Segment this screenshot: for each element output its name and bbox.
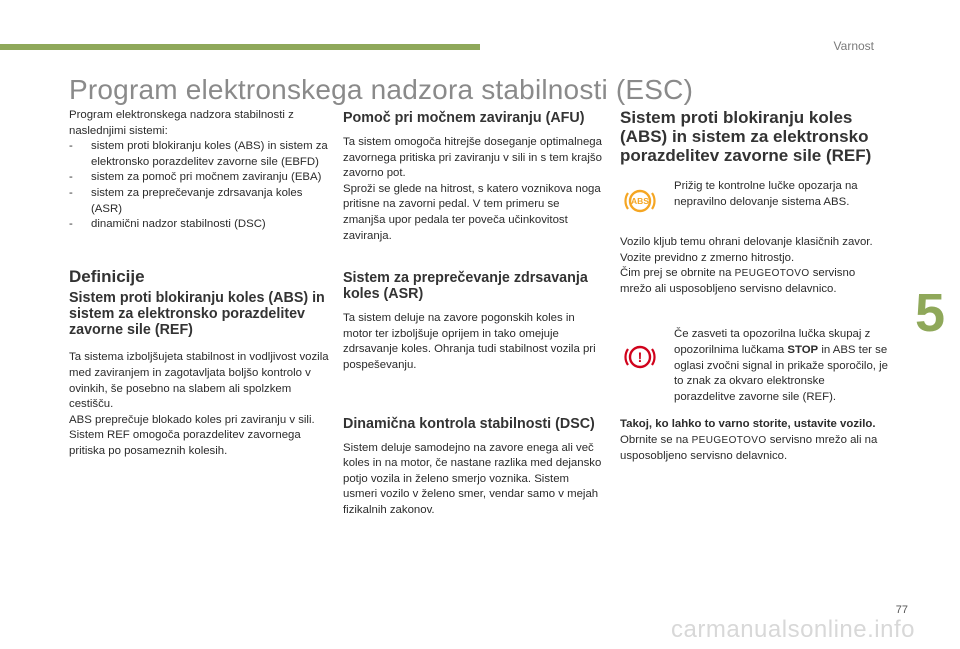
abs-warning-block: [620, 179, 888, 221]
alert-lamp-label: !: [637, 349, 643, 366]
abs-lamp-label: ABS: [631, 196, 649, 207]
brake-alert-lamp-icon: [620, 337, 660, 377]
afu-heading: Pomoč pri močnem zaviranju (AFU): [343, 110, 585, 126]
afu-paragraph: Ta sistem omogoča hitrejše doseganje optimalnega zavornega pritiska pri zaviranju v sili in s tem krajšo zavorno pot.: [343, 136, 602, 180]
alert-text: Če zasveti ta opozorilna lučka skupaj z opozorilnima lučkama: [674, 328, 871, 356]
intro-text: Program elektronskega nadzora stabilnosti z naslednjimi sistemi:: [69, 109, 294, 137]
chapter-number: 5: [914, 283, 946, 343]
list-item: - sistem proti blokiranju koles (ABS) in sistem za elektronsko porazdelitev zavorne sile (EBFD): [69, 139, 329, 170]
column-1: [69, 108, 329, 460]
service-text: Obrnite se na: [620, 433, 689, 446]
abs-paragraph: ABS preprečuje blokado koles pri zaviranju v sili.: [69, 413, 315, 426]
page-title: Program elektronskega nadzora stabilnosti (ESC): [69, 74, 694, 105]
abs-warning-lamp-icon: [620, 181, 660, 221]
alert-text: in ABS ter se oglasi zvočni signal in prikaže sporočilo, je to znak za okvaro elektronske porazdelitve zavorne sile (REF).: [674, 343, 888, 403]
systems-list: [69, 139, 329, 233]
brand-name: PEUGEOTOVO: [691, 434, 767, 446]
list-item: - sistem za pomoč pri močnem zaviranju (EBA): [69, 170, 329, 186]
column-2: [343, 110, 603, 519]
asr-heading: Sistem za preprečevanje zdrsavanja koles (ASR): [343, 270, 588, 303]
brand-name: PEUGEOTOVO: [734, 268, 810, 280]
section-name: Varnost: [833, 39, 874, 53]
service-text: servisno mrežo ali na usposobljeno servisno delavnico.: [620, 433, 878, 462]
definitions-heading: Definicije: [69, 266, 145, 286]
list-item: - sistem za preprečevanje zdrsavanja koles (ASR): [69, 186, 329, 217]
abs-lamp-text: Prižig te kontrolne lučke opozarja na nepravilno delovanje sistema ABS.: [674, 180, 858, 208]
column-3: [620, 108, 888, 464]
abs-paragraph: Sistem REF omogoča porazdelitev zavornega pritiska po posameznih kolesih.: [69, 429, 301, 457]
watermark: carmanualsonline.info: [671, 616, 915, 643]
ref-alert-block: [620, 327, 888, 405]
abs-heading: Sistem proti blokiranju koles (ABS) in sistem za elektronsko porazdelitev zavorne sile (REF): [69, 290, 325, 339]
asr-paragraph: Ta sistem deluje na zavore pogonskih koles in motor ter izboljšuje oprijem in tako omejuje zdrsavanje koles. Ohranja tudi stabilnost vozila pri pospeševanju.: [343, 312, 596, 371]
header-accent-bar: [0, 44, 480, 50]
abs-paragraph: Ta sistema izboljšujeta stabilnost in vodljivost vozila med zaviranjem in zagotavljata boljšo kontrolo v ovinkih, še posebno na slabem ali spolzkem cestišču.: [69, 351, 329, 411]
stop-vehicle-instruction: Takoj, ko lahko to varno storite, ustavite vozilo.: [620, 418, 876, 431]
abs-service-note: [620, 266, 888, 297]
final-service-note: [620, 433, 888, 464]
page-number: 77: [895, 604, 908, 616]
abs-note: Vozilo kljub temu ohrani delovanje klasičnih zavor. Vozite previdno z zmerno hitrostjo.: [620, 236, 873, 264]
service-text: Čim prej se obrnite na: [620, 267, 732, 280]
afu-paragraph: Sproži se glede na hitrost, s katero voznikova noga pritisne na zavorni pedal. V tem primeru se zmanjša upor pedala ter poveča učinkovitost zaviranja.: [343, 182, 601, 242]
list-item: - dinamični nadzor stabilnosti (DSC): [69, 217, 329, 233]
abs-ref-heading: Sistem proti blokiranju koles (ABS) in sistem za elektronsko porazdelitev zavorne sile (REF): [620, 108, 872, 165]
dsc-heading: Dinamična kontrola stabilnosti (DSC): [343, 415, 595, 432]
dsc-paragraph: Sistem deluje samodejno na zavore enega ali več koles in na motor, če nastane razlika med dejansko potjo vozila in želeno smerjo voznika. Sistem usmeri vozilo v želeno smer, vendar samo v mejah fizikalnih zakonov.: [343, 441, 602, 516]
alert-lamp-text: [674, 327, 888, 405]
stop-label: STOP: [787, 343, 819, 356]
service-text: servisno mrežo ali usposobljeno servisno delavnico.: [620, 267, 856, 295]
